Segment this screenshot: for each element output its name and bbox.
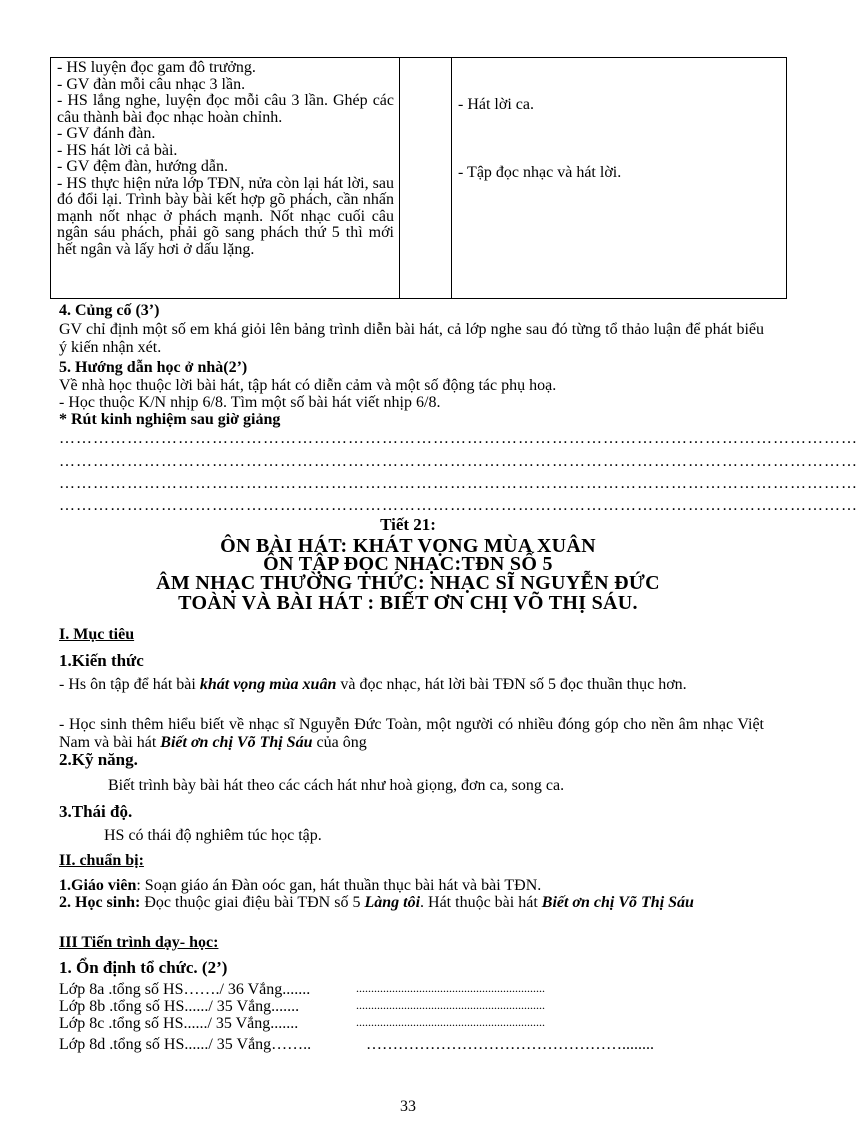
text: Đọc thuộc giai điệu bài TĐN số 5: [140, 894, 365, 911]
lesson-title-1: ÔN BÀI HÁT: KHÁT VỌNG MÙA XUÂN: [220, 535, 596, 557]
song-title: Làng tôi: [364, 894, 421, 911]
song-title: Biết ơn chị Võ Thị Sáu: [160, 734, 313, 751]
activity-line: - GV đệm đàn, hướng dẫn.: [57, 158, 229, 175]
activity-table: [50, 57, 787, 299]
class-row-dots: ...............................................................: [356, 981, 545, 995]
tien-trinh-heading: III Tiến trình dạy- học:: [59, 934, 219, 951]
lesson-number: Tiết 21:: [380, 515, 436, 534]
student-activity: - Tập đọc nhạc và hát lời.: [458, 164, 622, 181]
student-activity-cell: [452, 58, 787, 299]
song-title: khát vọng mùa xuân: [199, 676, 337, 693]
lesson-title-2: ÔN TẬP ĐỌC NHẠC:TĐN SỐ 5: [263, 553, 553, 575]
ky-nang-text: Biết trình bày bài hát theo các cách hát như hoà giọng, đơn ca, song ca.: [108, 777, 565, 794]
thai-do-text: HS có thái độ nghiêm túc học tập.: [104, 827, 322, 844]
teacher-activity-cell: [51, 58, 400, 299]
class-row-dots: ...............................................................: [356, 998, 545, 1012]
class-row-dots: ...............................................................: [356, 1015, 545, 1029]
activity-line: - HS thực hiện nửa lớp TĐN, nửa còn lại hát lời, sau đó đổi lại. Trình bày bài kết hợp gõ phách, cần nhấn mạnh nốt nhạc ở phách mạnh. Nốt nhạc cuối câu ngân sáu phách, phải gõ sang phách thứ 5 thì mới hết ngân và lấy hơi ở dấu lặng.: [57, 174, 394, 258]
activity-line: - HS lắng nghe, luyện đọc mỗi câu 3 lần. Ghép các câu thành bài đọc nhạc hoàn chỉnh.: [57, 92, 394, 126]
on-dinh-heading: 1. Ổn định tổ chức. (2’): [59, 958, 228, 977]
thai-do-heading: 3.Thái độ.: [59, 802, 133, 821]
class-row-dots: …………………………………………........: [366, 1036, 654, 1053]
activity-line: - HS hát lời cả bài.: [57, 141, 178, 159]
dotted-line: ……………………………………………………………………………………………………………………………: [59, 430, 858, 447]
activity-line: - GV đàn mỗi câu nhạc 3 lần.: [57, 75, 246, 93]
song-title: Biết ơn chị Võ Thị Sáu: [541, 894, 694, 911]
giao-vien-line: [59, 877, 541, 895]
chuan-bi-heading: II. chuẩn bị:: [59, 852, 144, 869]
cung-co-text: GV chỉ định một số em khá giỏi lên bảng trình diễn bài hát, cả lớp nghe sau đó từng tổ thảo luận để phát biểu ý kiến nhận xét.: [59, 321, 764, 356]
page-number: 33: [400, 1098, 416, 1115]
lesson-title-3: ÂM NHẠC THƯỜNG THỨC: NHẠC SĨ NGUYỄN ĐỨC: [156, 572, 660, 594]
kien-thuc-2: [59, 716, 764, 752]
class-row-text: Lớp 8c .tổng số HS....../ 35 Vắng.......: [59, 1015, 299, 1032]
text: - Học sinh thêm hiểu biết về nhạc sĩ Nguyễn Đức Toàn, một người có nhiều đóng góp cho nền âm nhạc Việt Nam và bài hát: [59, 716, 764, 751]
huong-dan-line1: Về nhà học thuộc lời bài hát, tập hát có diễn cảm và một số động tác phụ hoạ.: [59, 377, 557, 394]
text: của ông: [312, 734, 367, 751]
lesson-title-4: TOÀN VÀ BÀI HÁT : BIẾT ƠN CHỊ VÕ THỊ SÁU.: [178, 592, 638, 614]
dotted-line: ……………………………………………………………………………………………………………………………: [59, 475, 858, 492]
dotted-line: ……………………………………………………………………………………………………………………………: [59, 497, 858, 514]
text: . Hát thuộc bài hát: [420, 894, 542, 911]
huong-dan-heading: 5. Hướng dẫn học ở nhà(2’): [59, 359, 248, 376]
kien-thuc-1: [59, 676, 764, 694]
text: : Soạn giáo án Đàn oóc gan, hát thuần thục bài hát và bài TĐN.: [136, 877, 542, 894]
class-row: [59, 1036, 654, 1054]
muc-tieu-heading: I. Mục tiêu: [59, 626, 135, 643]
text: và đọc nhạc, hát lời bài TĐN số 5 đọc thuần thục hơn.: [336, 676, 687, 693]
class-row: [59, 1015, 545, 1033]
activity-line: - HS luyện đọc gam đô trưởng.: [57, 59, 256, 76]
hoc-sinh-line: [59, 894, 764, 912]
kien-thuc-heading: 1.Kiến thức: [59, 651, 144, 670]
ky-nang-heading: 2.Kỹ năng.: [59, 750, 138, 769]
dotted-line: ……………………………………………………………………………………………………………………………: [59, 453, 858, 470]
huong-dan-line2: - Học thuộc K/N nhịp 6/8. Tìm một số bài hát viết nhịp 6/8.: [59, 394, 441, 411]
text: - Hs ôn tập để hát bài: [59, 676, 200, 693]
class-row-text: Lớp 8d .tổng số HS....../ 35 Vắng……..: [59, 1036, 312, 1053]
cung-co-heading: 4. Củng cố (3’): [59, 302, 160, 319]
class-row-text: Lớp 8b .tổng số HS....../ 35 Vắng.......: [59, 998, 300, 1015]
activity-line: - GV đánh đàn.: [57, 125, 156, 142]
class-row-text: Lớp 8a .tổng số HS……./ 36 Vắng.......: [59, 981, 311, 998]
class-row: [59, 998, 545, 1016]
student-activity: - Hát lời ca.: [458, 96, 534, 113]
class-row: [59, 981, 545, 999]
label: 2. Học sinh:: [59, 894, 141, 911]
middle-cell: [400, 58, 452, 299]
label: 1.Giáo viên: [59, 877, 137, 894]
rut-kinh-nghiem: * Rút kinh nghiệm sau giờ giảng: [59, 411, 281, 428]
